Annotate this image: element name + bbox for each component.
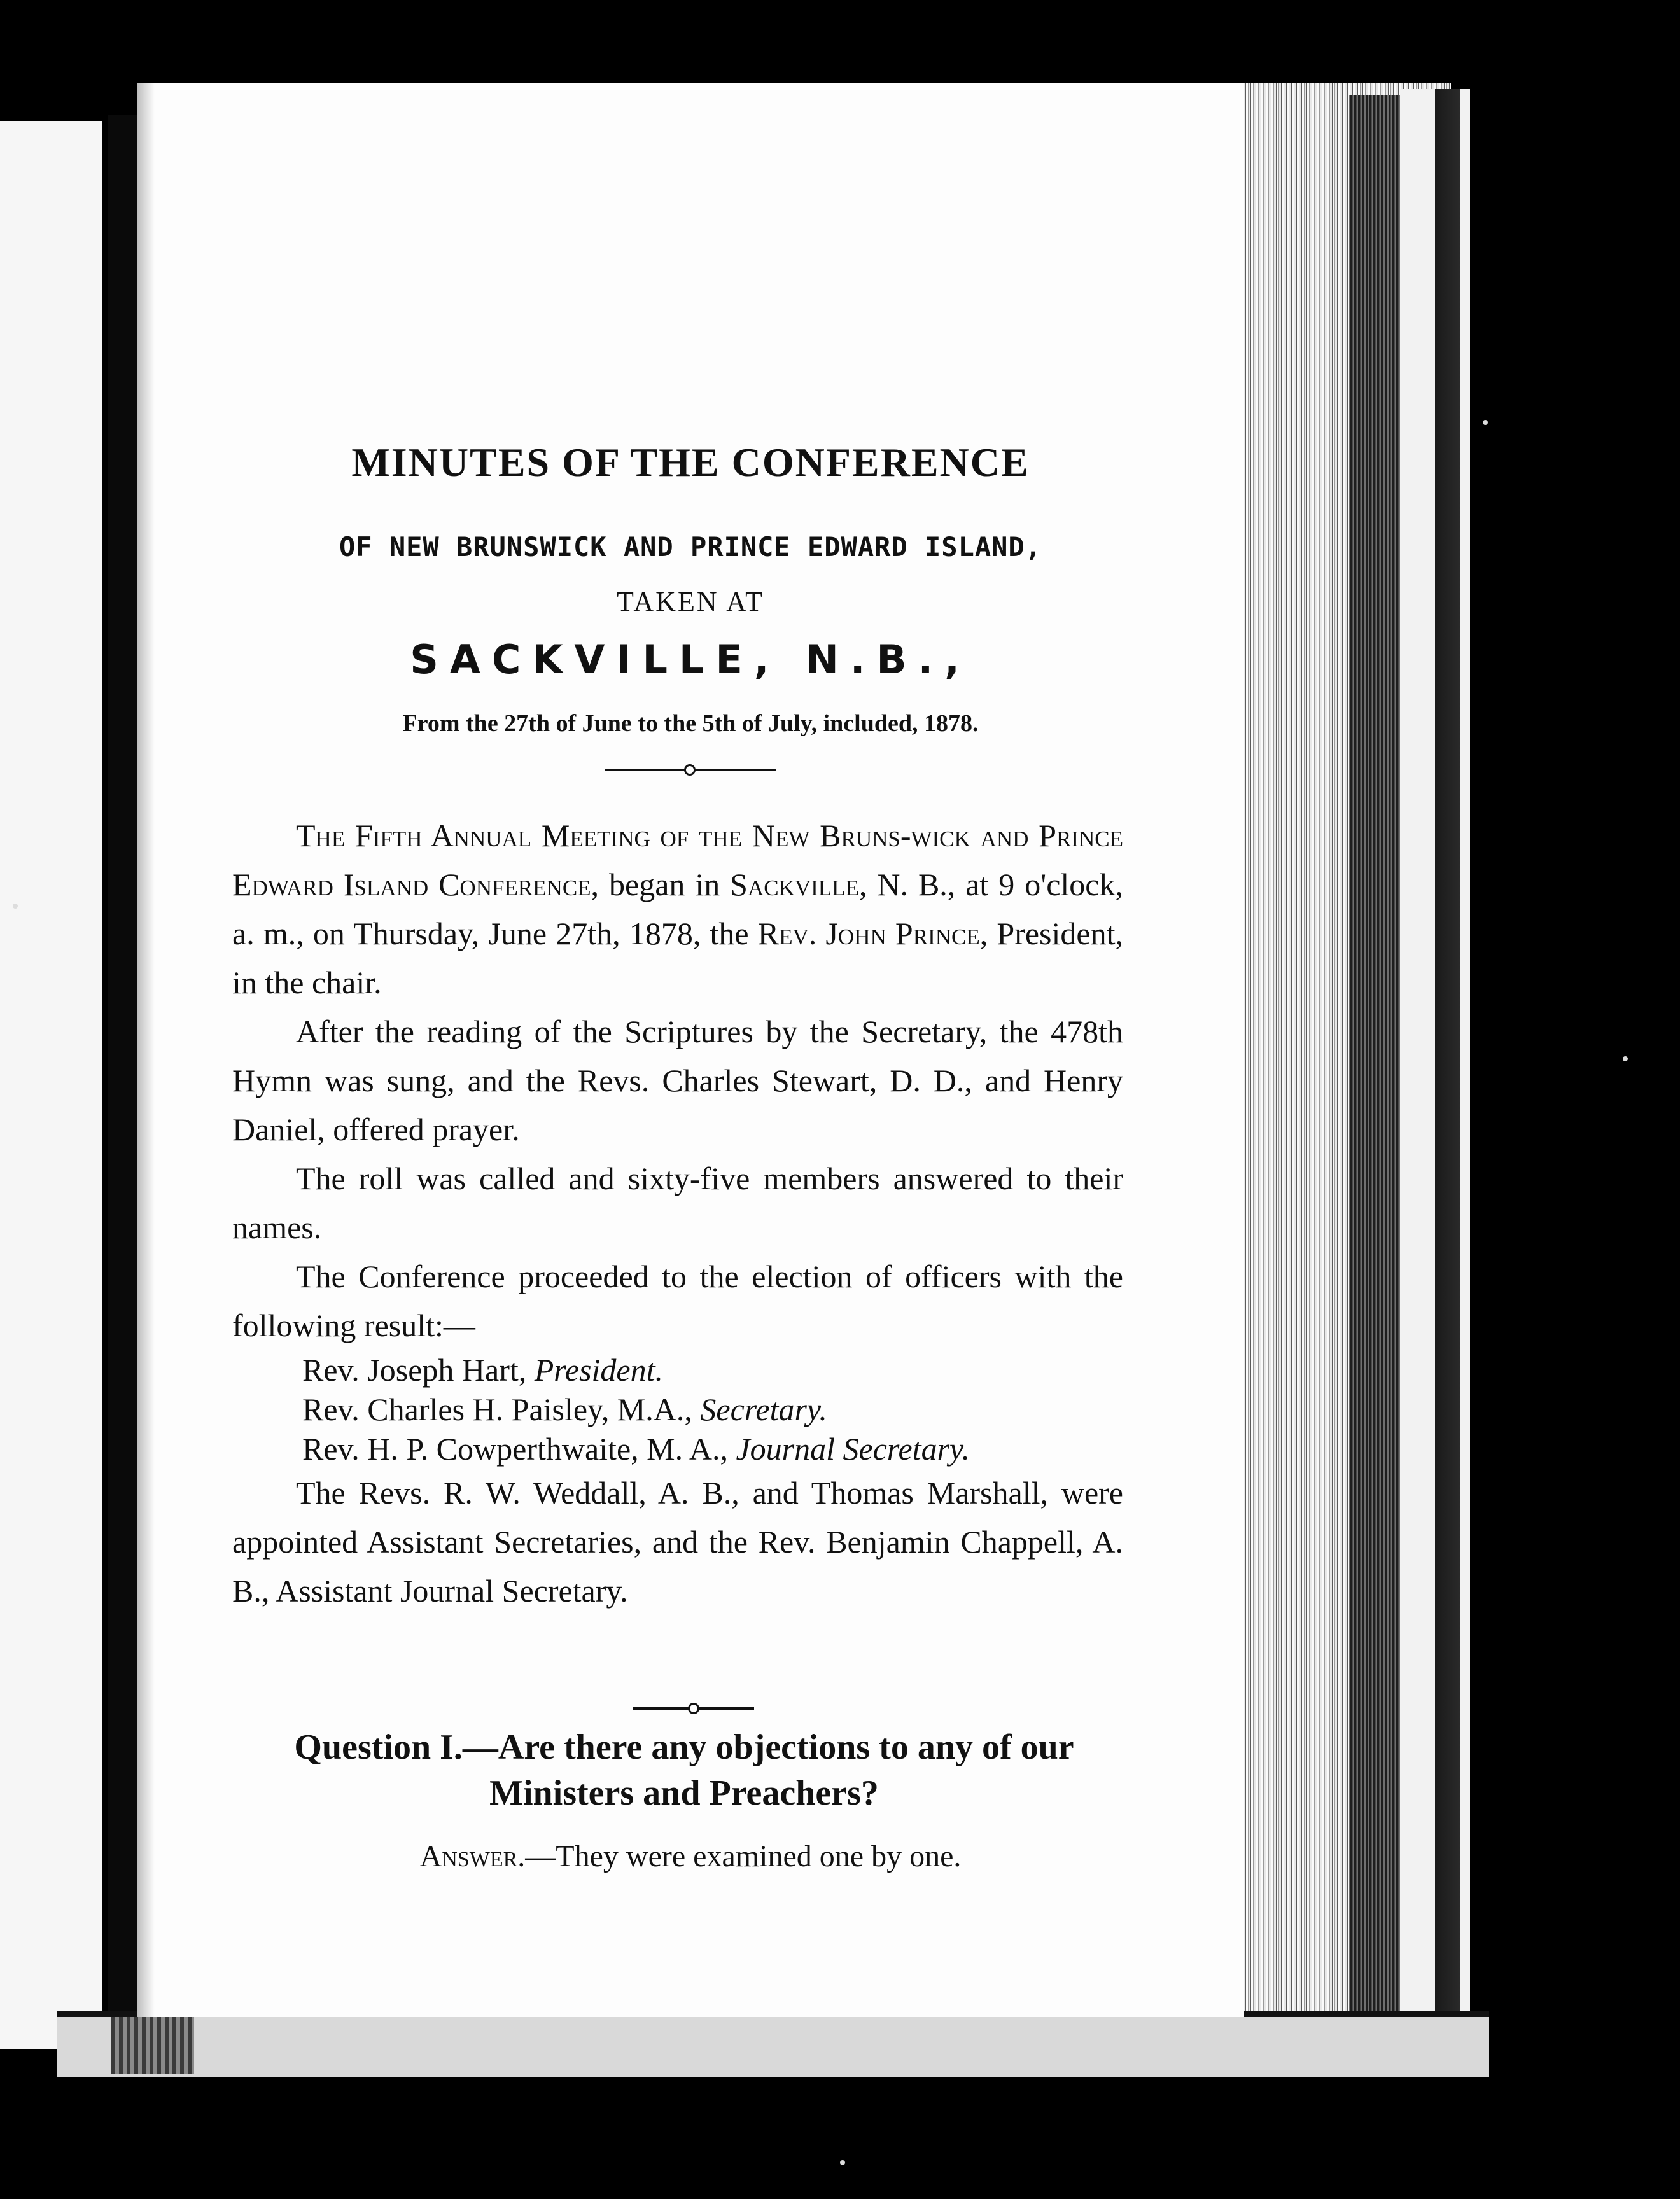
answer-text: —They were examined one by one.: [525, 1839, 962, 1873]
assistants-paragraph: The Revs. R. W. Weddall, A. B., and Thomas Marshall, were appointed Assistant Secretaries, and the Rev. Benjamin Chappell, A. B., Assistant Journal Secretary.: [232, 1475, 1123, 1609]
officer-name: Rev. Joseph Hart,: [302, 1352, 535, 1388]
bottom-cover-board: [57, 2017, 1489, 2077]
answer-label: Answer.: [419, 1839, 526, 1873]
gutter-shadow: [137, 83, 155, 2017]
officer-row: [302, 1350, 1123, 1390]
opening-place: Sackville,: [730, 867, 867, 902]
opening-text-1: began in: [599, 867, 731, 902]
headband: [111, 2017, 194, 2074]
taken-at-label: TAKEN AT: [617, 586, 764, 617]
roll-call-paragraph: The roll was called and sixty-five members answered to their names.: [232, 1161, 1123, 1245]
scripture-paragraph: After the reading of the Scriptures by the Secretary, the 478th Hymn was sung, and the Revs. Charles Stewart, D. D., and Henry Daniel, offered prayer.: [232, 1014, 1123, 1147]
answer-line: [137, 1839, 1244, 1874]
cover-board-shadow: [1435, 89, 1460, 2049]
rule-ornament: [684, 764, 696, 776]
officer-row: [302, 1429, 1123, 1469]
page-title: MINUTES OF THE CONFERENCE: [351, 440, 1030, 485]
speck: [13, 904, 18, 909]
speck: [840, 2160, 845, 2165]
page-subtitle: OF NEW BRUNSWICK AND PRINCE EDWARD ISLAND,: [339, 531, 1042, 562]
speck: [1483, 420, 1488, 425]
meeting-dates: From the 27th of June to the 5th of July, included, 1878.: [402, 710, 979, 737]
opening-paragraph: [232, 811, 1123, 1007]
document-page: [137, 83, 1244, 2017]
officer-row: [302, 1390, 1123, 1429]
opening-small-caps: The Fifth Annual Meeting of the New Bruns-wick and Prince Edward Island Conference,: [232, 818, 1123, 902]
officer-role: Journal Secretary.: [736, 1431, 970, 1467]
place-name: SACKVILLE, N.B.,: [410, 636, 971, 683]
speck: [1623, 1056, 1628, 1061]
small-rule-ornament: [688, 1703, 699, 1714]
election-paragraph: The Conference proceeded to the election of officers with the following result:—: [232, 1259, 1123, 1343]
opening-text-2: N. B., at 9 o'clock, a. m., on Thursday, June 27th, 1878, the: [232, 867, 1123, 951]
officers-list: [232, 1350, 1123, 1469]
facing-page-edge: [0, 121, 102, 2049]
opening-president: Rev. John Prince,: [757, 916, 988, 951]
officer-role: President.: [534, 1352, 664, 1388]
officer-name: Rev. Charles H. Paisley, M.A.,: [302, 1392, 701, 1427]
minutes-body: [232, 811, 1123, 1616]
officer-name: Rev. H. P. Cowperthwaite, M. A.,: [302, 1431, 736, 1467]
opening-text-3: President, in the chair.: [232, 916, 1123, 1000]
officer-role: Secretary.: [700, 1392, 827, 1427]
question-one: Question I.—Are there any objections to any of our Ministers and Preachers?: [294, 1728, 1074, 1813]
